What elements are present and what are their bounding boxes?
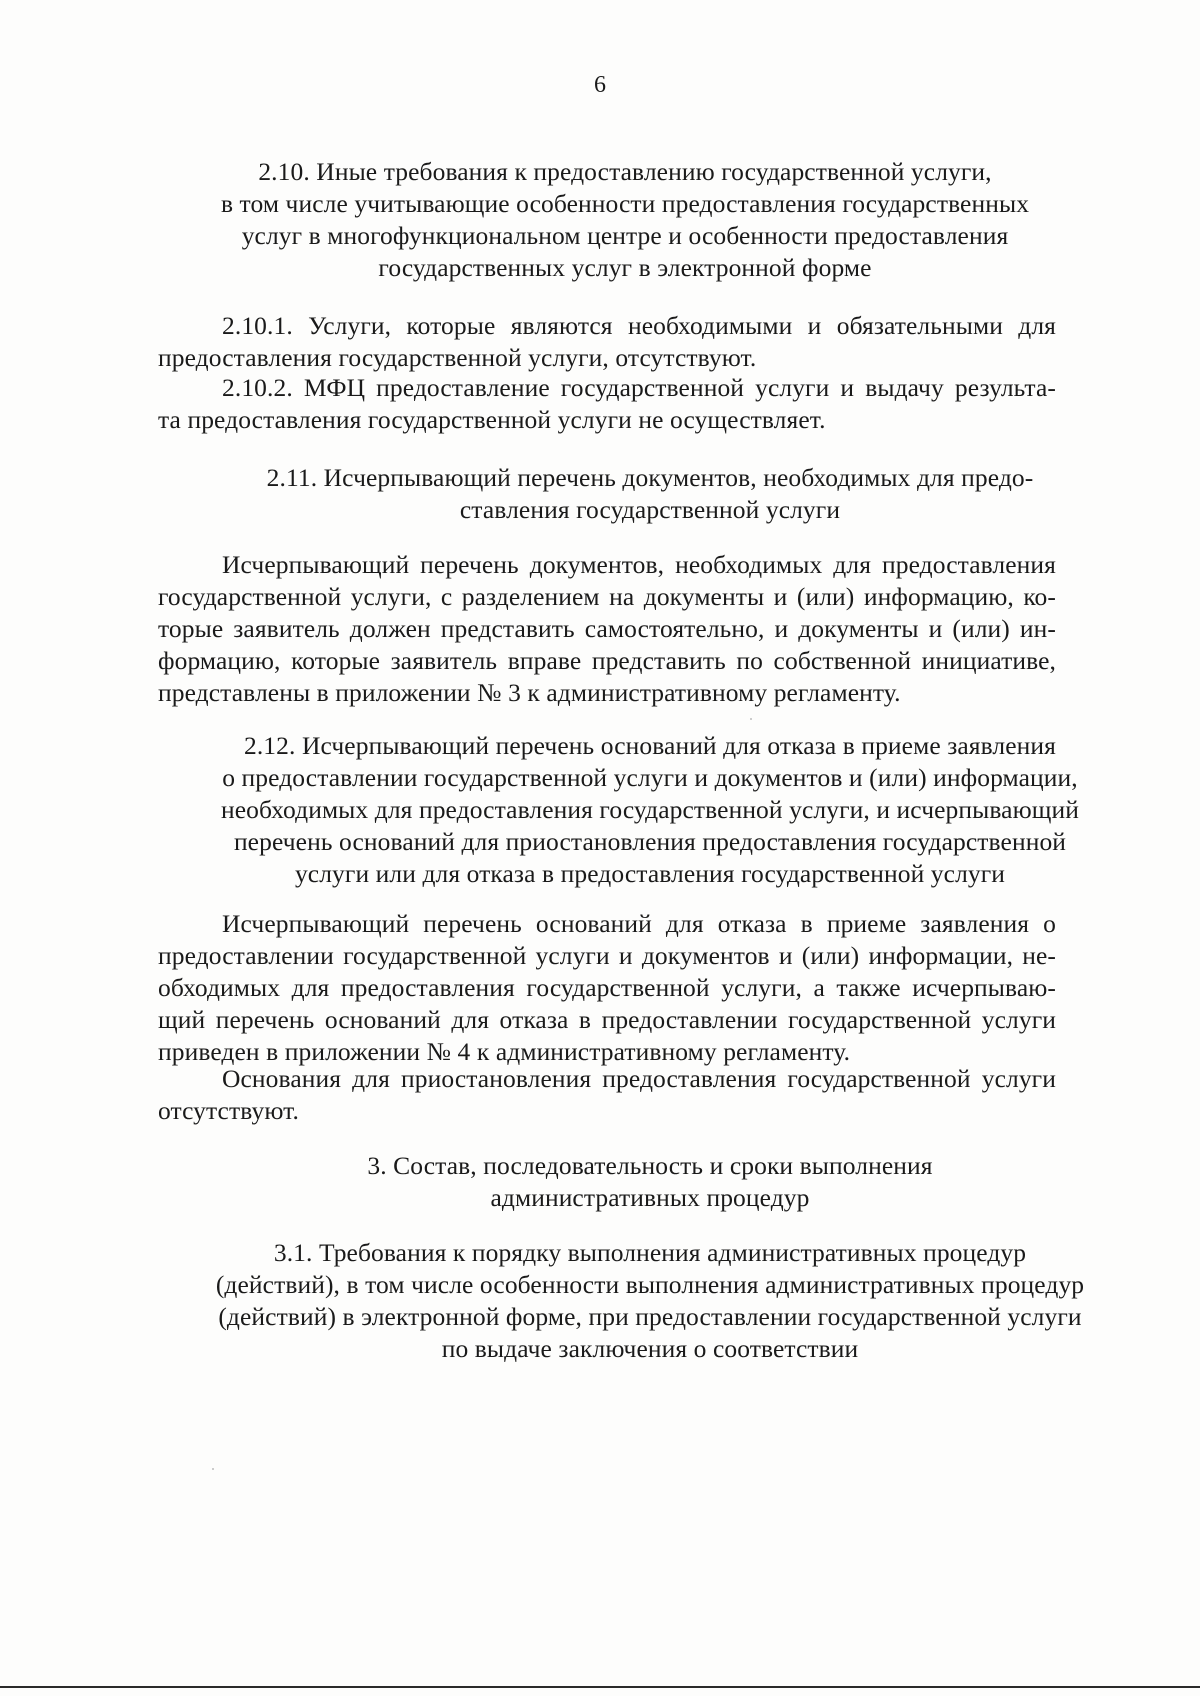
heading-line: 2.10. Иные требования к предоставлению государственной услуги, [258,157,992,186]
heading-3 [150,1150,1150,1214]
heading-line: ставления государственной услуги [459,495,841,524]
heading-line: административных процедур [490,1183,810,1212]
heading-line: государственных услуг в электронной форме [378,253,872,282]
paragraph-2-10-2 [158,372,1056,436]
paragraph-line: Исчерпывающий перечень оснований для отказа в приеме заявления о [222,909,1056,938]
paragraph-line: формацию, которые заявитель вправе представить по собственной инициативе, [158,646,1056,675]
paragraph-line: представлены в приложении № 3 к административному регламенту. [158,678,901,707]
heading-line: по выдаче заключения о соответствии [441,1334,859,1363]
paragraph-2-12-suspension [158,1063,1056,1127]
heading-line: перечень оснований для приостановления предоставления государственной [233,827,1067,856]
heading-line: (действий) в электронной форме, при предоставлении государственной услуги [218,1302,1082,1331]
paragraph-line: государственной услуги, с разделением на документы и (или) информацию, ко- [158,582,1056,611]
paragraph-line: Основания для приостановления предоставления государственной услуги [222,1064,1056,1093]
paragraph-2-12 [158,908,1056,1068]
paragraph-line: предоставлении государственной услуги и документов и (или) информации, не- [158,941,1056,970]
paragraph-line: щий перечень оснований для отказа в предоставлении государственной услуги [158,1005,1056,1034]
paragraph-line: 2.10.2. МФЦ предоставление государственной услуги и выдачу результа- [222,373,1056,402]
paragraph-2-11 [158,549,1056,709]
heading-2-12 [150,730,1150,890]
paragraph-2-10-1 [158,310,1056,374]
scan-edge-line [0,1686,1200,1688]
scan-speck [750,718,752,720]
heading-line: необходимых для предоставления государственной услуги, и исчерпывающий [221,795,1079,824]
heading-line: 2.12. Исчерпывающий перечень оснований для отказа в приеме заявления [243,731,1057,760]
paragraph-line: та предоставления государственной услуги не осуществляет. [158,405,826,434]
paragraph-line: Исчерпывающий перечень документов, необходимых для предоставления [222,550,1056,579]
heading-line: услуги или для отказа в предоставления государственной услуги [294,859,1006,888]
heading-line: 2.11. Исчерпывающий перечень документов, необходимых для предо- [266,463,1034,492]
page-number: 6 [594,72,606,98]
heading-line: (действий), в том числе особенности выполнения административных процедур [215,1270,1085,1299]
paragraph-line: предоставления государственной услуги, отсутствуют. [158,343,757,372]
heading-2-10 [150,156,1100,284]
paragraph-line: приведен в приложении № 4 к административному регламенту. [158,1037,851,1066]
heading-2-11 [150,462,1150,526]
scan-speck [212,1468,214,1470]
heading-line: в том числе учитывающие особенности предоставления государственных [220,189,1030,218]
heading-line: услуг в многофункциональном центре и особенности предоставления [241,221,1009,250]
heading-3-1 [150,1237,1150,1365]
paragraph-line: обходимых для предоставления государственной услуги, а также исчерпываю- [158,973,1056,1002]
paragraph-line: торые заявитель должен представить самостоятельно, и документы и (или) ин- [158,614,1056,643]
heading-line: 3. Состав, последовательность и сроки выполнения [367,1151,933,1180]
paragraph-line: 2.10.1. Услуги, которые являются необходимыми и обязательными для [222,311,1056,340]
heading-line: 3.1. Требования к порядку выполнения административных процедур [273,1238,1027,1267]
paragraph-line: отсутствуют. [158,1096,299,1125]
heading-line: о предоставлении государственной услуги и документов и (или) информации, [222,763,1078,792]
